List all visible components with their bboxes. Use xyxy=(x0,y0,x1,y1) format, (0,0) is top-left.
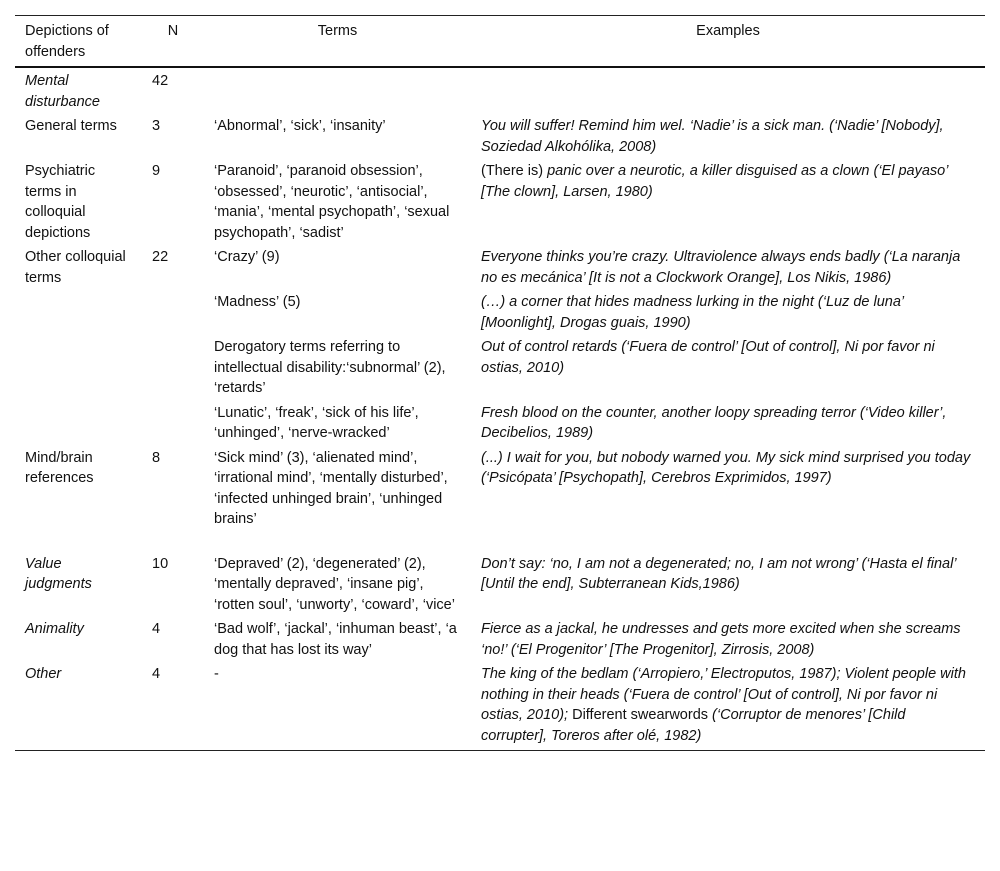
n-cell: 10 xyxy=(152,555,169,572)
table-body xyxy=(15,67,985,751)
example-text: Fierce as a jackal, he undresses and gets more excited when she screams ‘no!’ (‘El Progenitor’ [The Progenitor], Zirrosis, 2008) xyxy=(481,621,961,658)
offender-depictions-table xyxy=(15,15,985,751)
example-cell xyxy=(471,114,985,159)
n-cell: 4 xyxy=(152,666,161,682)
terms-cell: ‘Sick mind’ (3), ‘alienated mind’, ‘irrational mind’, ‘mentally disturbed’, ‘infected unhinged brain’, ‘unhinged brains’ xyxy=(214,449,448,527)
example-text: panic over a neurotic, a killer disguised as a clown (‘El payaso’ [The clown], Larsen, 1980) xyxy=(481,163,948,200)
depiction-cell: Animality xyxy=(25,621,84,637)
example-text: (...) I wait for you, but nobody warned you. My sick mind surprised you today (‘Psicópata’ [Psychopath], Cerebros Exprimidos, 1997) xyxy=(481,449,971,486)
table-row xyxy=(15,67,985,114)
example-cell xyxy=(471,552,985,618)
table-row xyxy=(15,446,985,552)
example-cell xyxy=(471,662,985,751)
header-n: N xyxy=(167,23,179,39)
example-text: You will suffer! Remind him wel. ‘Nadie’ is a sick man. (‘Nadie’ [Nobody], Soziedad Alkohólika, 2008) xyxy=(481,118,944,155)
example-text: Fresh blood on the counter, another loopy spreading terror (‘Video killer’, Decibelios, 1989) xyxy=(481,404,947,441)
depiction-cell xyxy=(15,290,142,335)
terms-cell: ‘Bad wolf’, ‘jackal’, ‘inhuman beast’, ‘a dog that has lost its way’ xyxy=(214,621,457,658)
example-text: Different swearwords xyxy=(568,707,713,723)
example-text: Out of control retards (‘Fuera de control’ [Out of control], Ni por favor ni ostias, 2010) xyxy=(481,339,935,376)
table-row xyxy=(15,290,985,335)
table-row xyxy=(15,401,985,446)
table-row xyxy=(15,159,985,245)
n-cell: 8 xyxy=(152,449,161,466)
example-cell xyxy=(471,290,985,335)
depiction-cell xyxy=(15,401,142,446)
header-examples: Examples xyxy=(696,23,760,39)
example-cell xyxy=(471,446,985,552)
example-text: Everyone thinks you’re crazy. Ultraviolence always ends badly (‘La naranja no es mecánica’ [It is not a Clockwork Orange], Los Nikis, 1986) xyxy=(481,249,961,286)
table-row xyxy=(15,662,985,751)
example-text: (…) a corner that hides madness lurking in the night (‘Luz de luna’ [Moonlight], Drogas guais, 1990) xyxy=(481,294,904,331)
example-text: (There is) xyxy=(481,163,548,179)
n-cell xyxy=(142,401,204,446)
n-cell: 22 xyxy=(152,249,169,265)
terms-cell: Derogatory terms referring to intellectual disability:‘subnormal’ (2), ‘retards’ xyxy=(214,339,446,396)
table-header xyxy=(15,16,985,68)
terms-cell: ‘Paranoid’, ‘paranoid obsession’, ‘obsessed’, ‘neurotic’, ‘antisocial’, ‘mania’, ‘mental psychopath’, ‘sexual psychopath’, ‘sadist’ xyxy=(214,163,450,241)
terms-cell: ‘Depraved’ (2), ‘degenerated’ (2), ‘mentally depraved’, ‘insane pig’, ‘rotten soul’, ‘unworty’, ‘coward’, ‘vice’ xyxy=(214,555,455,613)
depiction-cell: Mind/brain references xyxy=(25,449,94,486)
n-cell xyxy=(142,335,204,401)
terms-cell: ‘Abnormal’, ‘sick’, ‘insanity’ xyxy=(214,118,386,134)
n-cell xyxy=(142,290,204,335)
table-row xyxy=(15,617,985,662)
n-cell: 42 xyxy=(152,73,169,89)
depiction-cell xyxy=(15,335,142,401)
terms-cell: ‘Madness’ (5) xyxy=(214,294,301,310)
depiction-cell: Psychiatric terms in colloquial depictions xyxy=(25,163,96,241)
header-depictions: Depictions of offenders xyxy=(25,23,109,60)
table-row xyxy=(15,114,985,159)
example-cell xyxy=(471,159,985,245)
terms-cell: - xyxy=(214,666,219,682)
n-cell: 9 xyxy=(152,163,161,179)
example-text: The king of the bedlam (‘Arropiero,’ Electroputos, 1987); Violent people with nothing in their heads (‘Fuera de control’ [Out of control], Ni por favor ni ostias, 2010); xyxy=(481,666,966,723)
terms-cell: ‘Lunatic’, ‘freak’, ‘sick of his life’, ‘unhinged’, ‘nerve-wracked’ xyxy=(214,404,419,441)
example-cell xyxy=(471,401,985,446)
table-row xyxy=(15,245,985,290)
example-cell xyxy=(471,67,985,114)
header-terms: Terms xyxy=(317,23,358,39)
terms-cell: ‘Crazy’ (9) xyxy=(214,249,280,265)
depiction-cell: Other xyxy=(25,666,62,682)
example-cell xyxy=(471,245,985,290)
table-row xyxy=(15,335,985,401)
terms-cell xyxy=(204,67,471,114)
table-row xyxy=(15,552,985,618)
depiction-cell: Mental disturbance xyxy=(25,73,100,110)
depiction-cell: General terms xyxy=(25,118,117,134)
example-text: Don’t say: ‘no, I am not a degenerated; no, I am not wrong’ (‘Hasta el final’ [Until the end], Subterranean Kids,1986) xyxy=(481,555,956,592)
n-cell: 3 xyxy=(152,118,161,134)
example-text: (‘Corruptor de menores’ [Child corrupter], Toreros after olé, 1982) xyxy=(481,707,906,744)
depiction-cell: Other colloquial terms xyxy=(25,249,126,286)
depiction-cell: Value judgments xyxy=(25,555,92,592)
n-cell: 4 xyxy=(152,621,161,637)
example-cell xyxy=(471,617,985,662)
example-cell xyxy=(471,335,985,401)
